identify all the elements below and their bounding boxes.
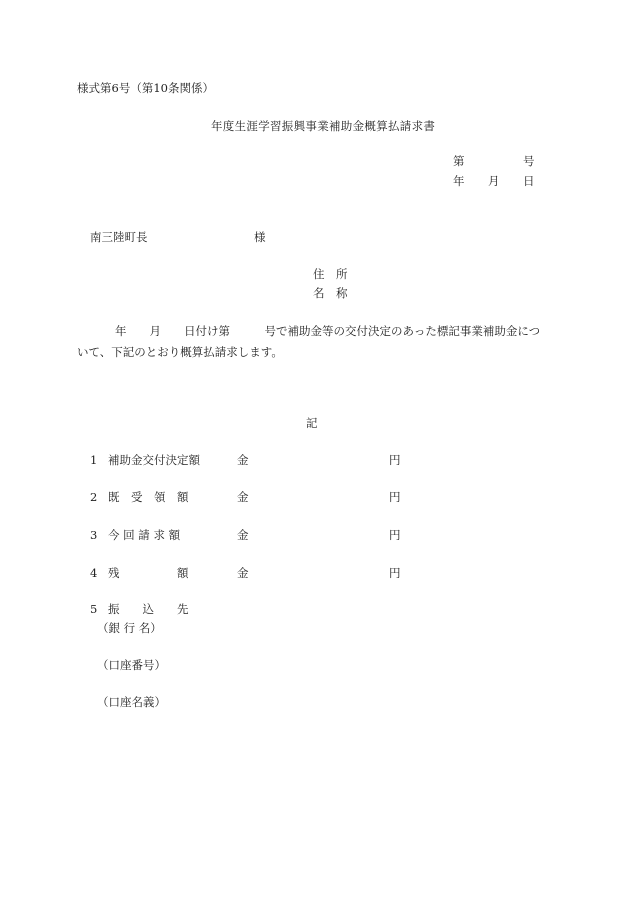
bank-name-label: （銀 行 名） — [97, 621, 162, 635]
account-number-label: （口座番号） — [97, 658, 166, 672]
item-label: 今 回 請 求 額 — [108, 528, 181, 542]
item-row-transfer-destination — [90, 602, 189, 616]
date-year-label: 年 — [453, 174, 465, 188]
item-label: 補助金交付決定額 — [108, 453, 200, 467]
item-en-label: 円 — [389, 566, 401, 580]
item-label: 振 込 先 — [108, 602, 189, 616]
item-number: 2 — [90, 490, 98, 504]
account-holder-label: （口座名義） — [97, 695, 166, 709]
item-row-received-amount — [90, 490, 189, 504]
item-kin-label: 金 — [237, 566, 249, 580]
body-line-1: 年 月 日付け第 号で補助金等の交付決定のあった標記事業補助金につ — [115, 324, 541, 338]
form-number: 様式第6号（第10条関係） — [77, 81, 214, 95]
item-number: 1 — [90, 453, 98, 467]
applicant-address-label: 住 所 — [313, 267, 348, 281]
item-label: 残 額 — [108, 566, 189, 580]
addressee-name: 南三陸町長 — [90, 230, 148, 244]
item-row-decision-amount — [90, 453, 200, 467]
reference-number-prefix: 第 — [453, 154, 465, 168]
item-row-current-request — [90, 528, 181, 542]
item-en-label: 円 — [389, 490, 401, 504]
item-number: 3 — [90, 528, 98, 542]
document-title: 年度生涯学習振興事業補助金概算払請求書 — [211, 119, 436, 133]
item-kin-label: 金 — [237, 453, 249, 467]
date-day-label: 日 — [523, 174, 535, 188]
item-en-label: 円 — [389, 453, 401, 467]
body-line-2: いて、下記のとおり概算払請求します。 — [77, 345, 283, 359]
date-month-label: 月 — [488, 174, 500, 188]
addressee-honorific: 様 — [254, 230, 266, 244]
request-body-paragraph — [77, 321, 557, 363]
item-kin-label: 金 — [237, 490, 249, 504]
item-en-label: 円 — [389, 528, 401, 542]
item-number: 5 — [90, 602, 98, 616]
applicant-name-label: 名 称 — [313, 286, 348, 300]
item-row-remaining-amount — [90, 566, 189, 580]
ki-heading: 記 — [306, 416, 318, 430]
item-kin-label: 金 — [237, 528, 249, 542]
reference-number-suffix: 号 — [523, 154, 535, 168]
item-label: 既 受 領 額 — [108, 490, 189, 504]
item-number: 4 — [90, 566, 98, 580]
